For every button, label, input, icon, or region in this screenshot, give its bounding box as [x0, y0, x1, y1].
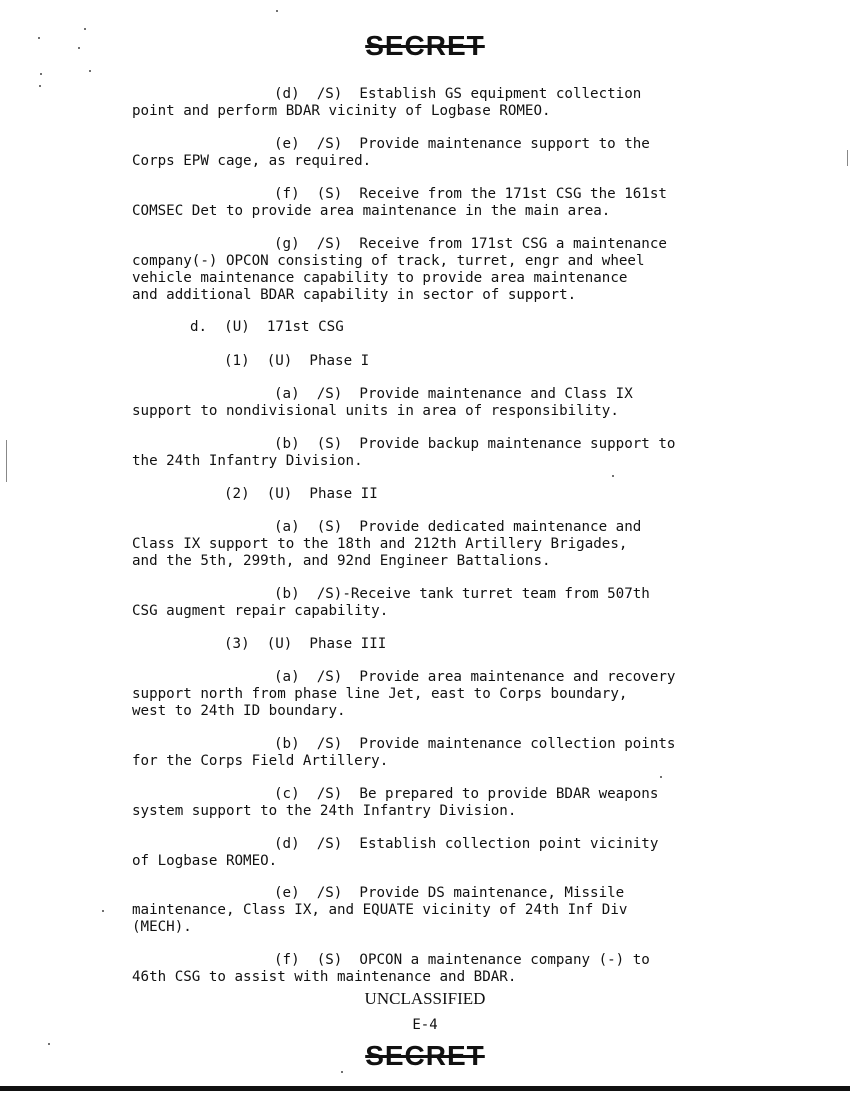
- text-line: (f) (S) OPCON a maintenance company (-) to: [274, 952, 650, 968]
- scan-speck: [40, 73, 42, 75]
- scan-speck: [276, 10, 278, 12]
- text-line: for the Corps Field Artillery.: [132, 753, 389, 769]
- scan-speck: [78, 47, 80, 49]
- scan-speck: [102, 910, 104, 912]
- scan-speck: [341, 1071, 343, 1073]
- text-line: (b) /S)-Receive tank turret team from 507th: [274, 586, 650, 602]
- text-line: (a) /S) Provide area maintenance and recovery: [274, 669, 676, 685]
- text-line: (a) (S) Provide dedicated maintenance and: [274, 519, 642, 535]
- scan-speck: [38, 37, 40, 39]
- scan-speck: [39, 85, 41, 87]
- text-line: Class IX support to the 18th and 212th Artillery Brigades,: [132, 536, 628, 552]
- scan-speck: [48, 1043, 50, 1045]
- text-line: (e) /S) Provide DS maintenance, Missile: [274, 885, 625, 901]
- page-number: E-4: [412, 1017, 438, 1033]
- text-line: company(-) OPCON consisting of track, turret, engr and wheel: [132, 253, 645, 269]
- text-line: CSG augment repair capability.: [132, 603, 389, 619]
- header-classification-marking: SECRET: [365, 30, 485, 61]
- text-line: COMSEC Det to provide area maintenance in the main area.: [132, 203, 611, 219]
- text-line: d. (U) 171st CSG: [190, 319, 344, 335]
- text-line: (d) /S) Establish collection point vicinity: [274, 836, 659, 852]
- text-line: system support to the 24th Infantry Division.: [132, 803, 517, 819]
- text-line: (b) /S) Provide maintenance collection points: [274, 736, 676, 752]
- text-line: (2) (U) Phase II: [224, 486, 378, 502]
- text-line: vehicle maintenance capability to provide area maintenance: [132, 270, 628, 286]
- text-line: (b) (S) Provide backup maintenance support to: [274, 436, 676, 452]
- text-line: and the 5th, 299th, and 92nd Engineer Battalions.: [132, 553, 551, 569]
- text-line: 46th CSG to assist with maintenance and BDAR.: [132, 969, 517, 985]
- text-line: and additional BDAR capability in sector of support.: [132, 287, 577, 303]
- footer-classification: UNCLASSIFIED: [364, 989, 486, 1008]
- bottom-scan-border: [0, 1086, 850, 1091]
- text-line: maintenance, Class IX, and EQUATE vicinity of 24th Inf Div: [132, 902, 628, 918]
- text-line: (a) /S) Provide maintenance and Class IX: [274, 386, 633, 402]
- scan-speck: [84, 28, 86, 30]
- text-line: west to 24th ID boundary.: [132, 703, 346, 719]
- text-line: point and perform BDAR vicinity of Logbase ROMEO.: [132, 103, 551, 119]
- text-line: support north from phase line Jet, east to Corps boundary,: [132, 686, 628, 702]
- text-line: Corps EPW cage, as required.: [132, 153, 372, 169]
- text-line: support to nondivisional units in area of responsibility.: [132, 403, 619, 419]
- text-line: (g) /S) Receive from 171st CSG a maintenance: [274, 236, 667, 252]
- text-line: of Logbase ROMEO.: [132, 853, 278, 869]
- text-line: (f) (S) Receive from the 171st CSG the 161st: [274, 186, 667, 202]
- text-line: (3) (U) Phase III: [224, 636, 387, 652]
- text-line: the 24th Infantry Division.: [132, 453, 363, 469]
- text-line: (c) /S) Be prepared to provide BDAR weapons: [274, 786, 659, 802]
- text-line: (e) /S) Provide maintenance support to the: [274, 136, 650, 152]
- text-line: (d) /S) Establish GS equipment collection: [274, 86, 642, 102]
- text-line: (1) (U) Phase I: [224, 353, 370, 369]
- scan-edge-mark: [6, 440, 7, 482]
- scan-speck: [612, 475, 614, 477]
- text-line: (MECH).: [132, 919, 192, 935]
- scan-speck: [660, 776, 662, 778]
- scan-speck: [89, 70, 91, 72]
- footer-classification-marking: SECRET: [365, 1040, 485, 1071]
- scan-edge-mark: [847, 150, 848, 166]
